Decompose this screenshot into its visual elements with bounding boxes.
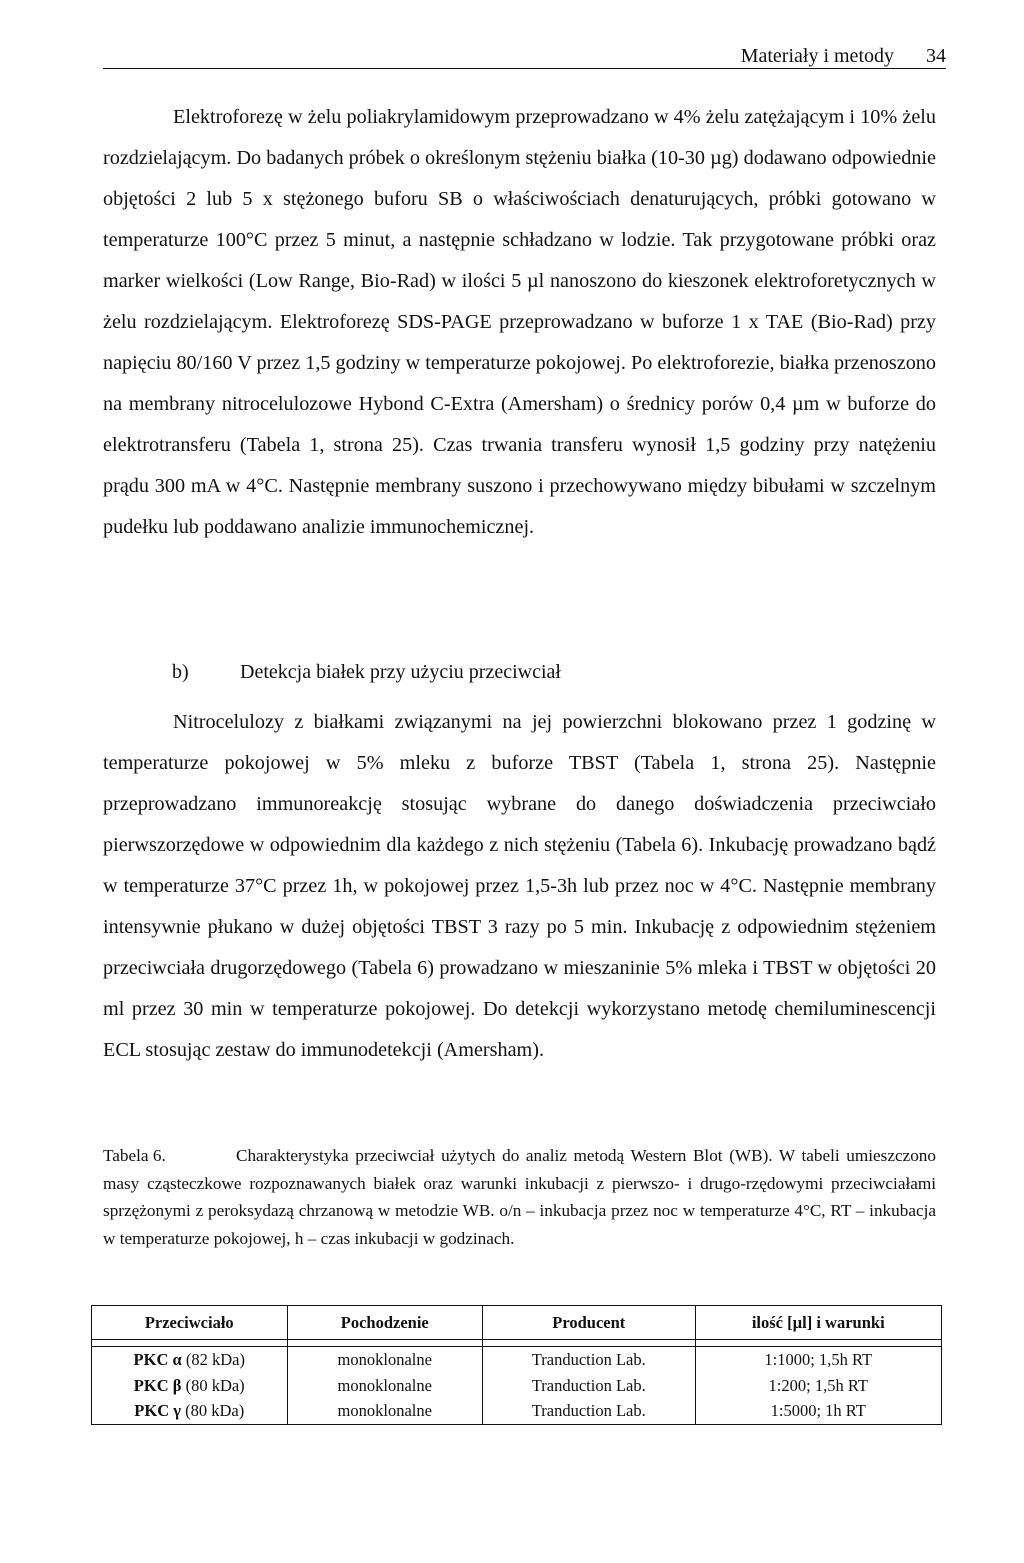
antibody-mass: (80 kDa) <box>185 1375 245 1395</box>
header-conditions: ilość [µl] i warunki <box>695 1306 942 1340</box>
cell-origin: monoklonalne <box>287 1399 483 1425</box>
section-title: Materiały i metody <box>740 45 894 67</box>
cell-origin: monoklonalne <box>287 1347 483 1373</box>
antibody-name: PKC α <box>133 1349 182 1369</box>
table-header-row <box>92 1306 942 1340</box>
antibody-mass: (82 kDa) <box>185 1349 245 1369</box>
cell-conditions: 1:5000; 1h RT <box>695 1399 942 1425</box>
table-row <box>92 1399 942 1425</box>
cell-antibody <box>92 1347 288 1373</box>
header-producer: Producent <box>483 1306 696 1340</box>
table-caption <box>103 1142 936 1252</box>
antibody-name: PKC γ <box>134 1401 181 1421</box>
table-row <box>92 1373 942 1399</box>
subheading-text: Detekcja białek przy użyciu przeciwciał <box>240 661 561 683</box>
running-header <box>103 44 946 69</box>
cell-conditions: 1:1000; 1,5h RT <box>695 1347 942 1373</box>
page-number: 34 <box>926 45 946 67</box>
table-caption-label: Tabela 6. <box>103 1146 166 1165</box>
paragraph-electrophoresis: Elektroforezę w żelu poliakrylamidowym przeprowadzano w 4% żelu zatężającym i 10% żelu rozdzielającym. Do badanych próbek o określonym stężeniu białka (10-30 µg) dodawano odpowiednie objętości 2 lub 5 x stężonego buforu SB o właściwościach denaturujących, próbki gotowano w temperaturze 100°C przez 5 minut, a następnie schładzano w lodzie. Tak przygotowane próbki oraz marker wielkości (Low Range, Bio-Rad) w ilości 5 µl nanoszono do kieszonek elektroforetycznych w żelu rozdzielającym. Elektroforezę SDS-PAGE przeprowadzano w buforze 1 x TAE (Bio-Rad) przy napięciu 80/160 V przez 1,5 godziny w temperaturze pokojowej. Po elektroforezie, białka przenoszono na membrany nitrocelulozowe Hybond C-Extra (Amersham) o średnicy porów 0,4 µm w buforze do elektrotransferu (Tabela 1, strona 25). Czas trwania transferu wynosił 1,5 godziny przy natężeniu prądu 300 mA w 4°C. Następnie membrany suszono i przechowywano między bibułami w szczelnym pudełku lub poddawano analizie immunochemicznej. <box>103 106 936 538</box>
cell-producer: Tranduction Lab. <box>483 1373 696 1399</box>
cell-producer: Tranduction Lab. <box>483 1347 696 1373</box>
table-spacer-row <box>92 1340 942 1347</box>
header-origin: Pochodzenie <box>287 1306 483 1340</box>
antibody-table <box>91 1305 942 1425</box>
table-caption-text: Charakterystyka przeciwciał użytych do analiz metodą Western Blot (WB). W tabeli umieszczono masy cząsteczkowe rozpoznawanych białek oraz warunki inkubacji z pierwszo- i drugo-rzędowymi przeciwciałami sprzężonymi z peroksydazą chrzanową w metodzie WB. o/n – inkubacja przez noc w temperaturze 4°C, RT – inkubacja w temperaturze pokojowej, h – czas inkubacji w godzinach. <box>103 1146 936 1248</box>
header-antibody: Przeciwciało <box>92 1306 288 1340</box>
subheading <box>172 652 561 692</box>
cell-antibody <box>92 1399 288 1425</box>
cell-producer: Tranduction Lab. <box>483 1399 696 1425</box>
cell-antibody <box>92 1373 288 1399</box>
paragraph-detection: Nitrocelulozy z białkami związanymi na jej powierzchni blokowano przez 1 godzinę w temperaturze pokojowej w 5% mleku z buforze TBST (Tabela 1, strona 25). Następnie przeprowadzano immunoreakcję stosując wybrane do danego doświadczenia przeciwciało pierwszorzędowe w odpowiednim dla każdego z nich stężeniu (Tabela 6). Inkubację prowadzano bądź w temperaturze 37°C przez 1h, w pokojowej przez 1,5-3h lub przez noc w 4°C. Następnie membrany intensywnie płukano w dużej objętości TBST 3 razy po 5 min. Inkubację z odpowiednim stężeniem przeciwciała drugorzędowego (Tabela 6) prowadzano w mieszaninie 5% mleka i TBST w objętości 20 ml przez 30 min w temperaturze pokojowej. Do detekcji wykorzystano metodę chemiluminescencji ECL stosując zestaw do immunodetekcji (Amersham). <box>103 711 936 1061</box>
table-row <box>92 1347 942 1373</box>
cell-conditions: 1:200; 1,5h RT <box>695 1373 942 1399</box>
antibody-mass: (80 kDa) <box>185 1401 245 1421</box>
cell-origin: monoklonalne <box>287 1373 483 1399</box>
subheading-label: b) <box>172 661 189 683</box>
antibody-name: PKC β <box>133 1375 182 1395</box>
